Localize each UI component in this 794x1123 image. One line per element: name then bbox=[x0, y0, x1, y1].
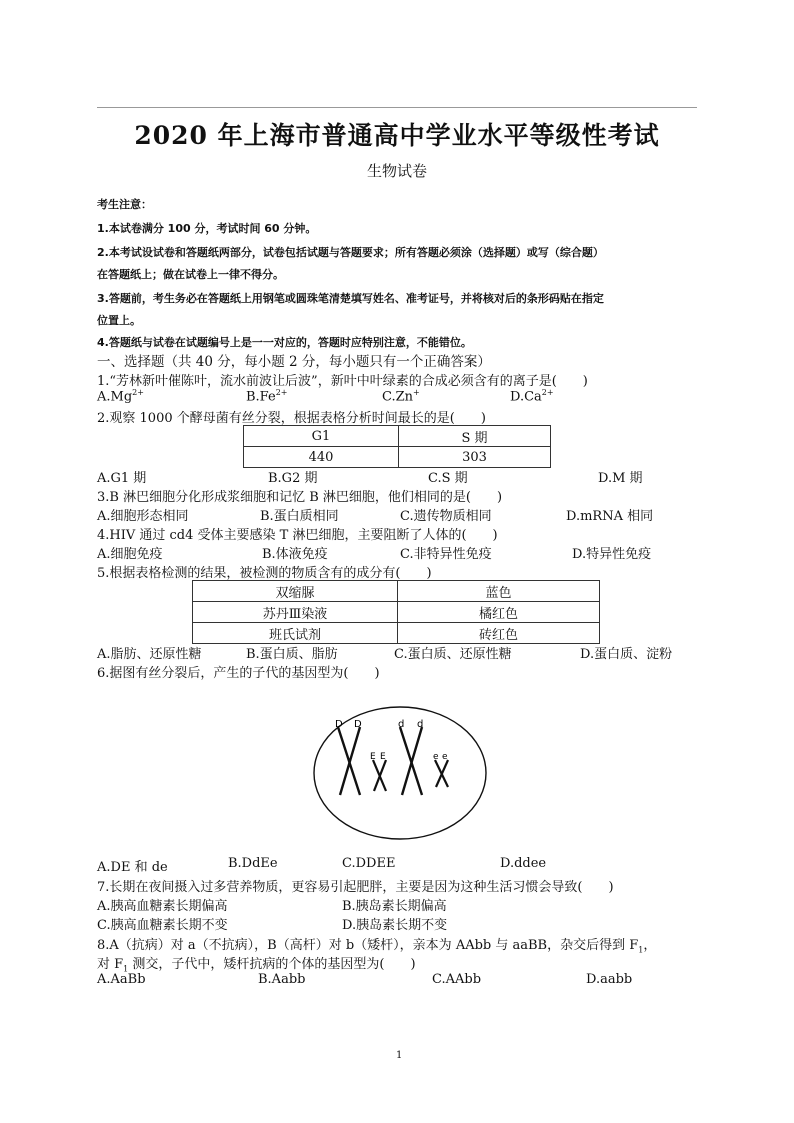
question-4-option-a: A.细胞免疫 bbox=[97, 547, 163, 562]
question-7-option-c: C.胰高血糖素长期不变 bbox=[97, 918, 228, 933]
question-7-stem: 7.长期在夜间摄入过多营养物质，更容易引起肥胖，主要是因为这种生活习惯会导致( ) bbox=[97, 880, 614, 895]
question-6-option-b: B.DdEe bbox=[228, 856, 278, 871]
cell-division-figure bbox=[310, 705, 490, 845]
question-6-option-a: A.DE 和 de bbox=[97, 860, 168, 875]
question-2-stem: 2.观察 1000 个酵母菌有丝分裂，根据表格分析时间最长的是( ) bbox=[97, 411, 486, 426]
question-3-option-d: D.mRNA 相同 bbox=[566, 509, 654, 524]
question-3-option-b: B.蛋白质相同 bbox=[260, 509, 339, 524]
label-d-1: D bbox=[335, 719, 343, 730]
table-cell-g1: 440 bbox=[244, 447, 399, 468]
notice-item-2: 2.本考试设试卷和答题纸两部分，试卷包括试题与答题要求；所有答题必须涂（选择题）或写（综合题） bbox=[97, 246, 604, 259]
page-title: 2020 年上海市普通高中学业水平等级性考试 bbox=[134, 121, 660, 150]
question-4-option-c: C.非特异性免疫 bbox=[400, 547, 492, 562]
question-5-option-d: D.蛋白质、淀粉 bbox=[580, 647, 673, 662]
question-6-option-c: C.DDEE bbox=[342, 856, 396, 871]
question-2-option-d: D.M 期 bbox=[598, 471, 643, 486]
question-2-option-b: B.G2 期 bbox=[268, 471, 318, 486]
notice-heading: 考生注意： bbox=[97, 198, 152, 211]
question-8-option-c: C.AAbb bbox=[432, 972, 482, 987]
page-subtitle: 生物试卷 bbox=[366, 162, 427, 180]
question-7-option-d: D.胰岛素长期不变 bbox=[342, 918, 448, 933]
question-5-option-b: B.蛋白质、脂肪 bbox=[246, 647, 338, 662]
question-4-option-d: D.特异性免疫 bbox=[572, 547, 652, 562]
question-7-option-a: A.胰高血糖素长期偏高 bbox=[97, 899, 228, 914]
question-3-stem: 3.B 淋巴细胞分化形成浆细胞和记忆 B 淋巴细胞，他们相同的是( ) bbox=[97, 490, 503, 505]
question-8-option-a: A.AaBb bbox=[97, 972, 146, 987]
question-8-stem-line-2: 对 $F_1$ 测交，子代中，矮杆抗病的个体的基因型为( ) bbox=[97, 957, 416, 974]
label-e-3: e bbox=[433, 752, 439, 762]
question-1-option-a: $A.Mg^{2+}$ bbox=[97, 388, 144, 405]
table-header-s: S 期 bbox=[399, 426, 551, 447]
notice-item-4: 4.答题纸与试卷在试题编号上是一一对应的，答题时应特别注意，不能错位。 bbox=[97, 336, 472, 349]
question-8-option-d: D.aabb bbox=[586, 972, 633, 987]
question-2-option-c: C.S 期 bbox=[428, 471, 468, 486]
label-d-3: d bbox=[398, 719, 405, 730]
label-e-2: E bbox=[380, 752, 386, 762]
notice-item-2-cont: 在答题纸上；做在试卷上一律不得分。 bbox=[97, 268, 284, 281]
question-1-stem: 1.“芳林新叶催陈叶，流水前波让后波”，新叶中叶绿素的合成必须含有的离子是( ) bbox=[97, 374, 588, 389]
label-e-1: E bbox=[370, 752, 376, 762]
section-heading: 一、选择题（共 40 分，每小题 2 分，每小题只有一个正确答案） bbox=[97, 354, 491, 370]
page-number: 1 bbox=[396, 1050, 403, 1061]
label-d-2: D bbox=[354, 719, 362, 730]
table-cell-color: 蓝色 bbox=[398, 581, 600, 602]
question-8-stem-line-1: 8.A（抗病）对 a（不抗病），B（高杆）对 b（矮杆），亲本为 AAbb 与 aaBB，杂交后得到 $F_1$， bbox=[97, 938, 657, 955]
question-6-stem: 6.据图有丝分裂后，产生的子代的基因型为( ) bbox=[97, 666, 380, 681]
question-3-option-c: C.遗传物质相同 bbox=[400, 509, 492, 524]
notice-item-3: 3.答题前，考生务必在答题纸上用钢笔或圆珠笔清楚填写姓名、准考证号，并将核对后的条形码贴在指定 bbox=[97, 292, 604, 305]
question-5-option-a: A.脂肪、还原性糖 bbox=[97, 647, 202, 662]
question-5-table bbox=[192, 580, 600, 644]
question-8-option-b: B.Aabb bbox=[258, 972, 306, 987]
table-cell-reagent: 班氏试剂 bbox=[193, 623, 398, 644]
question-4-stem: 4.HIV 通过 cd4 受体主要感染 T 淋巴细胞，主要阻断了人体的( ) bbox=[97, 528, 498, 543]
question-1-option-b: $B.Fe^{2+}$ bbox=[246, 388, 288, 405]
table-cell-reagent: 苏丹Ⅲ染液 bbox=[193, 602, 398, 623]
table-header-g1: G1 bbox=[244, 426, 399, 447]
question-2-option-a: A.G1 期 bbox=[97, 471, 147, 486]
question-5-stem: 5.根据表格检测的结果，被检测的物质含有的成分有( ) bbox=[97, 566, 432, 581]
label-d-4: d bbox=[417, 719, 424, 730]
question-1-option-d: $D.Ca^{2+}$ bbox=[510, 388, 554, 405]
question-1-option-c: C.Zn+ bbox=[382, 388, 420, 405]
question-3-option-a: A.细胞形态相同 bbox=[97, 509, 189, 524]
header-rule bbox=[97, 107, 697, 108]
notice-item-3-cont: 位置上。 bbox=[97, 314, 141, 327]
table-cell-color: 橘红色 bbox=[398, 602, 600, 623]
question-6-option-d: D.ddee bbox=[500, 856, 547, 871]
table-cell-color: 砖红色 bbox=[398, 623, 600, 644]
table-cell-reagent: 双缩脲 bbox=[193, 581, 398, 602]
table-cell-s: 303 bbox=[399, 447, 551, 468]
question-5-option-c: C.蛋白质、还原性糖 bbox=[394, 647, 512, 662]
question-7-option-b: B.胰岛素长期偏高 bbox=[342, 899, 447, 914]
label-e-4: e bbox=[442, 752, 448, 762]
question-4-option-b: B.体液免疫 bbox=[262, 547, 328, 562]
question-2-table bbox=[243, 425, 551, 468]
notice-item-1: 1.本试卷满分 100 分，考试时间 60 分钟。 bbox=[97, 222, 317, 235]
